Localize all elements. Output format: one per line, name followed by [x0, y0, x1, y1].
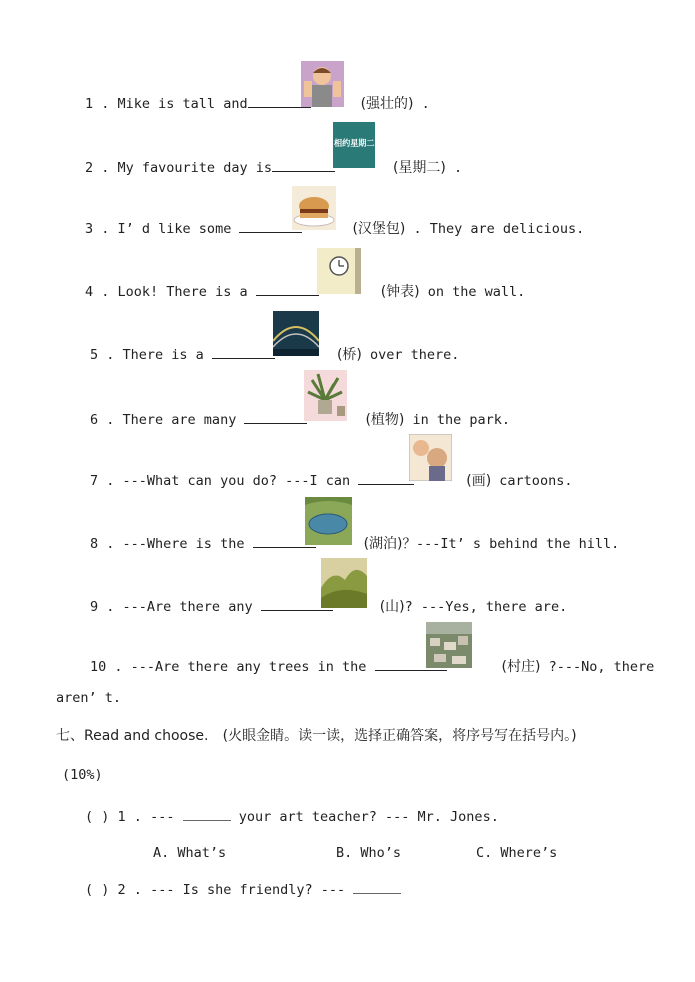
answer-blank-4[interactable] — [256, 283, 319, 296]
lake-icon — [305, 497, 352, 545]
strong-boy-icon — [301, 61, 344, 107]
question-1-blank[interactable] — [183, 808, 231, 821]
section-points: (10%) — [62, 767, 103, 783]
village-icon — [426, 622, 472, 668]
answer-paren-2[interactable]: ( ) — [85, 882, 110, 898]
section-title: 七、Read and choose. — [56, 728, 209, 744]
exercise-6: 6 . There are many (植物) in the park. — [90, 412, 511, 428]
answer-blank-6[interactable] — [244, 411, 307, 424]
answer-paren-1[interactable]: ( ) — [85, 809, 110, 825]
answer-blank-5[interactable] — [212, 346, 275, 359]
drawing-icon — [409, 434, 452, 481]
exercise-10-continuation: aren’ t. — [56, 690, 122, 706]
question-2: ( ) 2 . --- Is she friendly? --- — [85, 881, 401, 898]
answer-blank-2[interactable] — [272, 159, 335, 172]
question-1-option-a[interactable]: A. What’s — [153, 845, 227, 861]
question-1: ( ) 1 . --- your art teacher? --- Mr. Jones. — [85, 809, 499, 825]
bridge-icon — [273, 311, 319, 356]
question-1-option-c[interactable]: C. Where’s — [476, 845, 558, 861]
tuesday-sign-icon: 相约星期二 — [333, 122, 375, 168]
plant-icon — [304, 370, 347, 421]
clock-icon — [317, 248, 361, 294]
exercise-8: 8 . ---Where is the (湖泊)？---It’ s behind the hill. — [90, 536, 620, 552]
section-instruction: (火眼金睛。读一读，选择正确答案，将序号写在括号内。) — [222, 728, 577, 744]
exercise-7: 7 . ---What can you do? ---I can (画) cartoons. — [90, 473, 573, 489]
mountain-icon — [321, 558, 367, 608]
question-1-option-b[interactable]: B. Who’s — [336, 845, 402, 861]
exercise-2: 2 . My favourite day is (星期二) . — [85, 160, 463, 176]
exercise-5: 5 . There is a (桥) over there. — [90, 347, 460, 363]
exercise-4: 4 . Look! There is a (钟表) on the wall. — [85, 284, 526, 300]
section-heading — [56, 725, 577, 745]
question-2-blank[interactable] — [353, 881, 401, 894]
answer-blank-7[interactable] — [358, 472, 414, 485]
exercise-1: 1 . Mike is tall and (强壮的) . — [85, 96, 430, 112]
hamburger-icon — [292, 186, 336, 230]
exercise-9: 9 . ---Are there any (山)? ---Yes, there are. — [90, 599, 568, 615]
exercise-10: 10 . ---Are there any trees in the (村庄) ?---No, there — [90, 659, 655, 675]
exercise-3: 3 . I’ d like some (汉堡包) . They are delicious. — [85, 221, 585, 237]
